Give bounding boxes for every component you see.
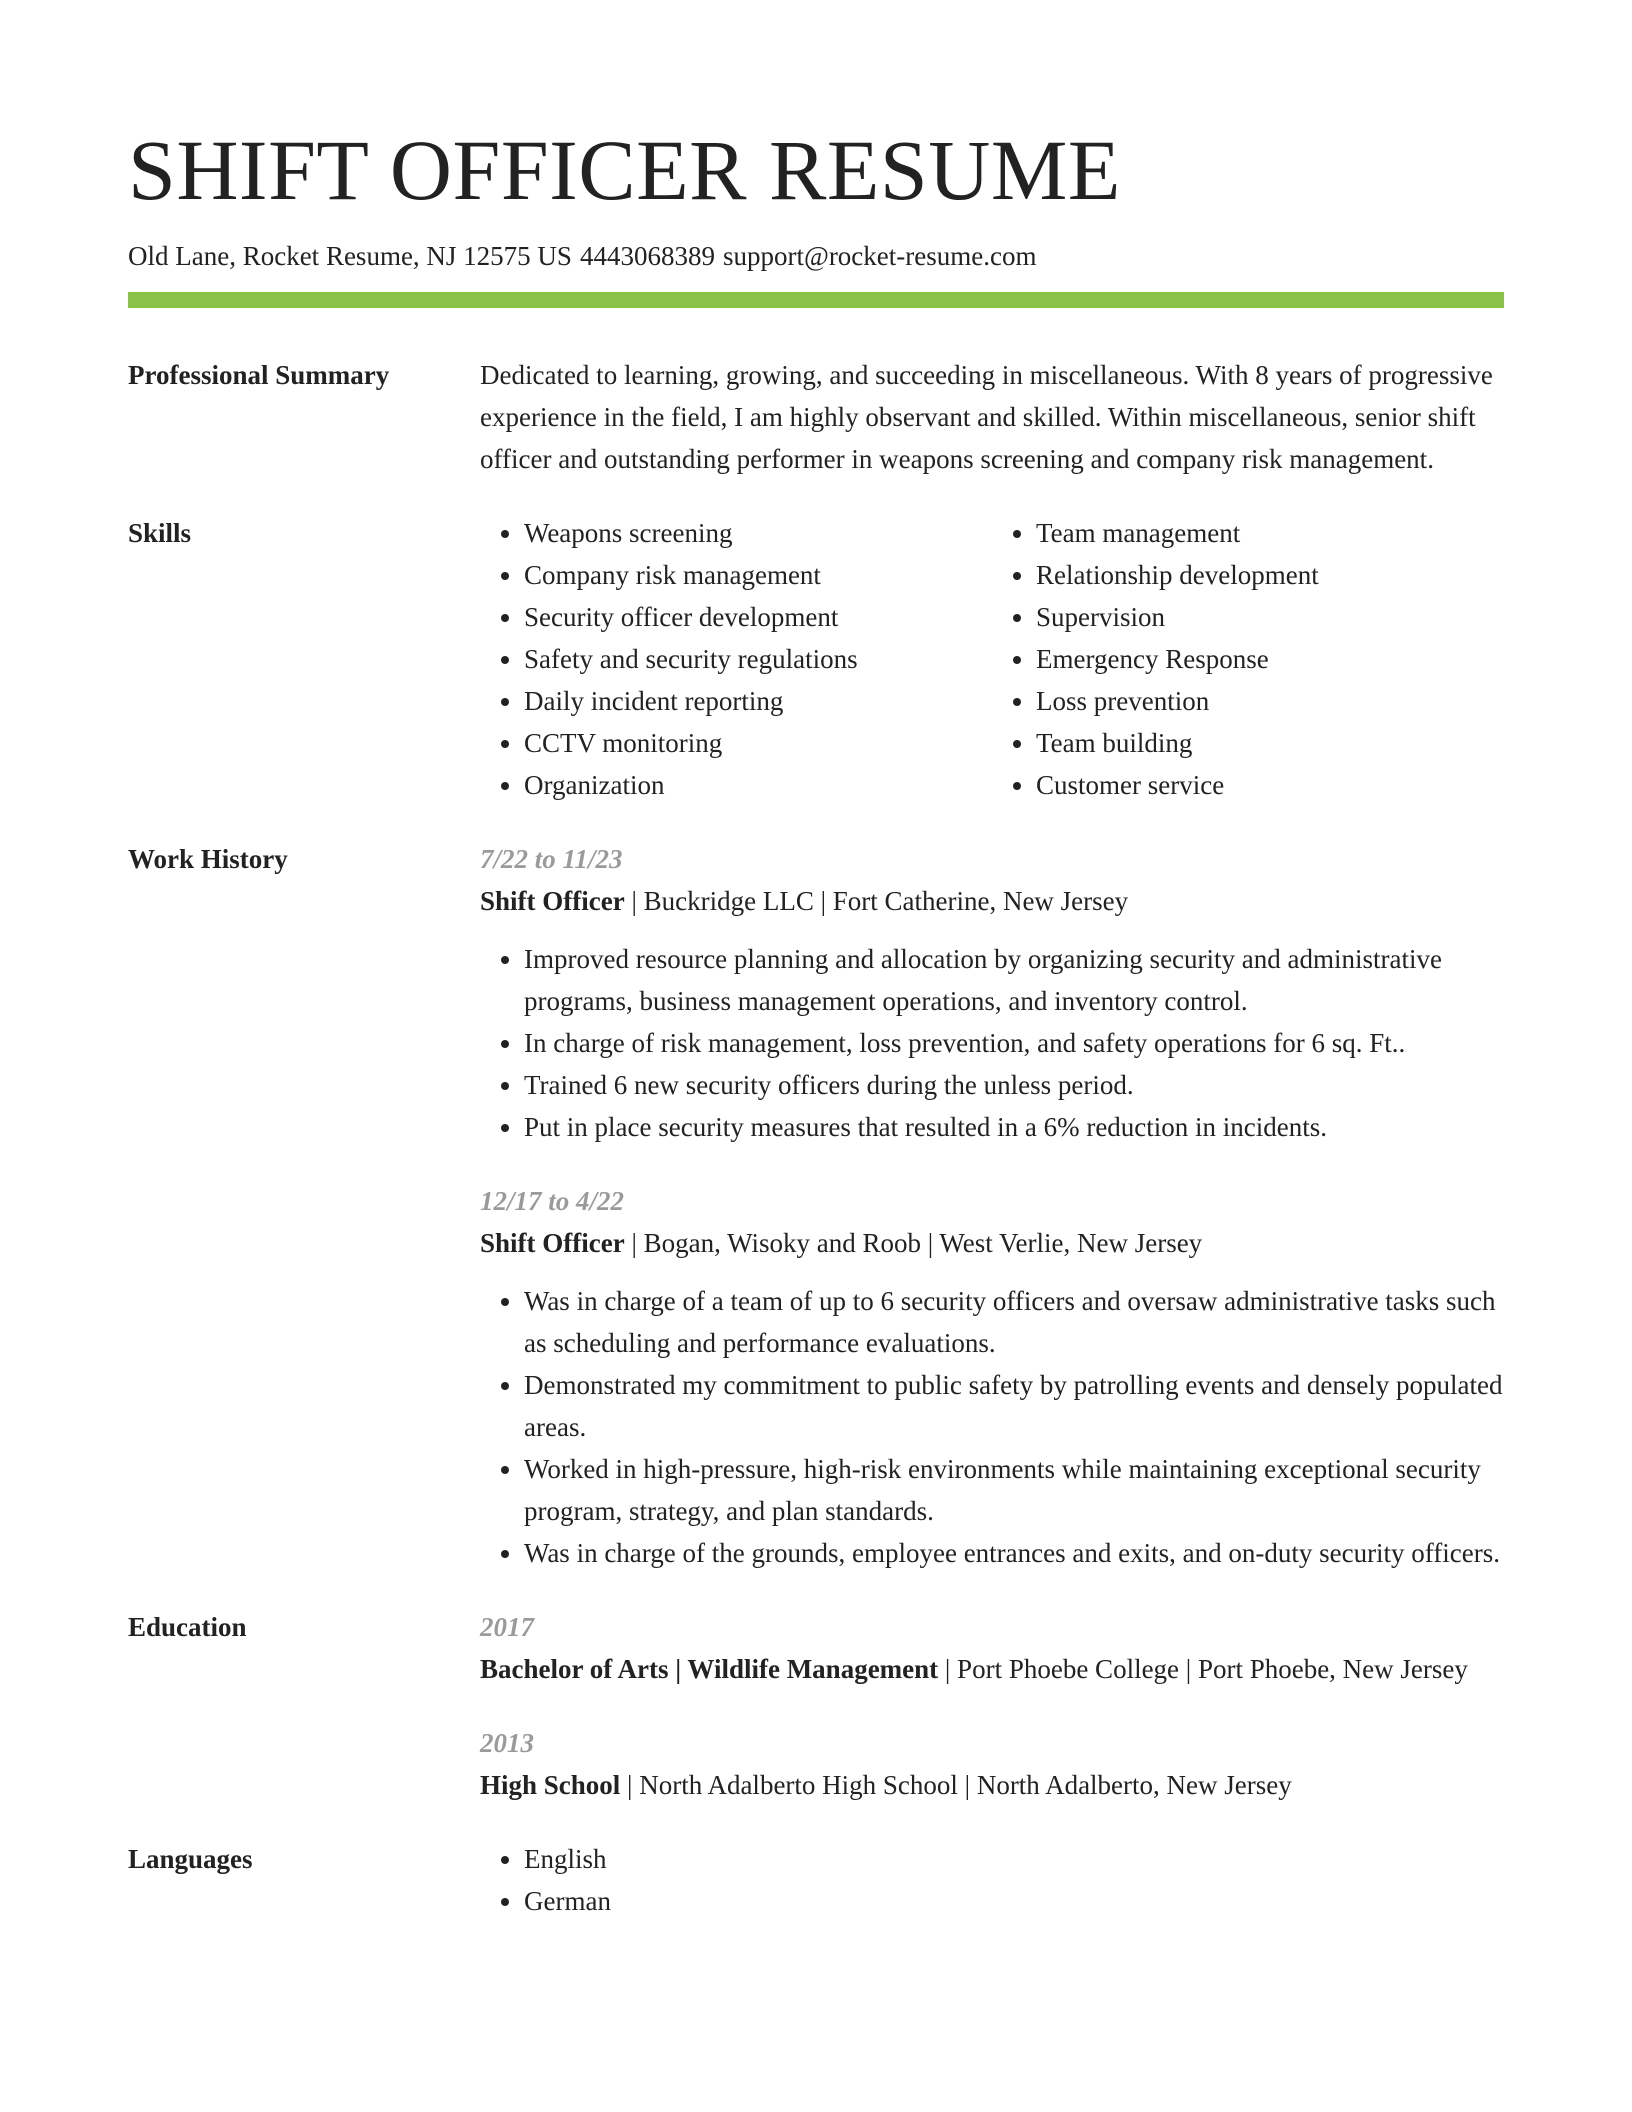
resume-title: SHIFT OFFICER RESUME <box>128 122 1121 218</box>
language-item: • German <box>524 1880 1504 1922</box>
education-section <box>128 1606 1504 1806</box>
section-label-languages: Languages <box>128 1844 253 1874</box>
job-details: | Bogan, Wisoky and Roob | West Verlie, New Jersey <box>624 1228 1203 1258</box>
job-bullet: • Worked in high-pressure, high-risk environments while maintaining exceptional security program, strategy, and plan standards. <box>524 1448 1504 1532</box>
skills-section <box>128 512 1504 806</box>
summary-section <box>128 354 1504 480</box>
contact-address: Old Lane, Rocket Resume, NJ 12575 US <box>128 241 572 271</box>
job-details: | Buckridge LLC | Fort Catherine, New Jersey <box>624 886 1129 916</box>
job-dates: 12/17 to 4/22 <box>480 1186 625 1216</box>
skill-item: • Company risk management <box>524 554 992 596</box>
job-bullets <box>480 938 1504 1148</box>
skill-item: • Security officer development <box>524 596 992 638</box>
education-heading <box>480 1648 1504 1690</box>
job-title: Shift Officer <box>480 886 625 916</box>
resume-page <box>128 0 1504 1922</box>
job-bullet: • Trained 6 new security officers during the unless period. <box>524 1064 1504 1106</box>
job-bullet: • Was in charge of a team of up to 6 security officers and oversaw administrative tasks such as scheduling and performance evaluations. <box>524 1280 1504 1364</box>
skill-item: • Team building <box>1036 722 1504 764</box>
education-entry <box>480 1722 1504 1806</box>
job-heading <box>480 880 1504 922</box>
job-title: Shift Officer <box>480 1228 625 1258</box>
skill-item: • Emergency Response <box>1036 638 1504 680</box>
education-details: | Port Phoebe College | Port Phoebe, New Jersey <box>938 1654 1468 1684</box>
job-bullet: • Demonstrated my commitment to public safety by patrolling events and densely populated areas. <box>524 1364 1504 1448</box>
skill-item: • Weapons screening <box>524 512 992 554</box>
section-label-summary: Professional Summary <box>128 360 390 390</box>
language-item: • English <box>524 1838 1504 1880</box>
skill-item: • Team management <box>1036 512 1504 554</box>
job-entry <box>480 838 1504 1148</box>
job-bullet: • In charge of risk management, loss prevention, and safety operations for 6 sq. Ft.. <box>524 1022 1504 1064</box>
section-label-education: Education <box>128 1612 247 1642</box>
education-details: | North Adalberto High School | North Adalberto, New Jersey <box>620 1770 1292 1800</box>
skill-item: • Safety and security regulations <box>524 638 992 680</box>
contact-email: support@rocket-resume.com <box>722 241 1037 271</box>
work-history-section <box>128 838 1504 1574</box>
skill-item: • Loss prevention <box>1036 680 1504 722</box>
contact-line <box>128 238 1504 274</box>
skill-item: • Organization <box>524 764 992 806</box>
skill-item: • Customer service <box>1036 764 1504 806</box>
skills-list-left <box>480 512 992 806</box>
skill-item: • CCTV monitoring <box>524 722 992 764</box>
education-year: 2013 <box>480 1728 534 1758</box>
job-bullet: • Was in charge of the grounds, employee entrances and exits, and on-duty security officers. <box>524 1532 1504 1574</box>
education-degree: High School <box>480 1770 621 1800</box>
section-label-work-history: Work History <box>128 844 288 874</box>
job-heading <box>480 1222 1504 1264</box>
languages-section <box>128 1838 1504 1922</box>
job-bullet: • Improved resource planning and allocation by organizing security and administrative programs, business management operations, and inventory control. <box>524 938 1504 1022</box>
job-bullets <box>480 1280 1504 1574</box>
summary-text: Dedicated to learning, growing, and succeeding in miscellaneous. With 8 years of progressive experience in the field, I am highly observant and skilled. Within miscellaneous, senior shift officer and outstanding performer in weapons screening and company risk management. <box>480 360 1493 474</box>
languages-list <box>480 1838 1504 1922</box>
education-degree: Bachelor of Arts | Wildlife Management <box>480 1654 939 1684</box>
contact-phone: 4443068389 <box>579 241 715 271</box>
skills-list-right <box>992 512 1504 806</box>
section-label-skills: Skills <box>128 518 192 548</box>
job-entry <box>480 1180 1504 1574</box>
skill-item: • Supervision <box>1036 596 1504 638</box>
job-dates: 7/22 to 11/23 <box>480 844 623 874</box>
skill-item: • Relationship development <box>1036 554 1504 596</box>
skill-item: • Daily incident reporting <box>524 680 992 722</box>
accent-divider <box>128 292 1504 308</box>
job-bullet: • Put in place security measures that resulted in a 6% reduction in incidents. <box>524 1106 1504 1148</box>
education-year: 2017 <box>480 1612 534 1642</box>
education-heading <box>480 1764 1504 1806</box>
education-entry <box>480 1606 1504 1690</box>
